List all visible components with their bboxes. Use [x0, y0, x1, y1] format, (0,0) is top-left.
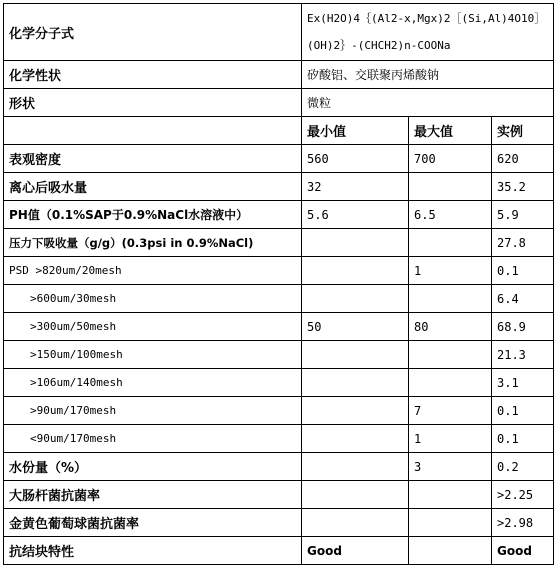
table-row	[4, 257, 554, 285]
row-max: 7	[409, 397, 492, 425]
table-row	[4, 425, 554, 453]
header-example: 实例	[492, 117, 554, 145]
row-max: 700	[409, 145, 492, 173]
table-row	[4, 145, 554, 173]
row-max: 6.5	[409, 201, 492, 229]
row-min	[302, 369, 409, 397]
row-min: 32	[302, 173, 409, 201]
row-min	[302, 397, 409, 425]
row-label: >300um/50mesh	[4, 313, 302, 341]
formula-label: 化学分子式	[4, 4, 302, 61]
row-example: Good	[492, 537, 554, 565]
row-max: 80	[409, 313, 492, 341]
row-max	[409, 509, 492, 537]
row-example: 21.3	[492, 341, 554, 369]
row-max: 3	[409, 453, 492, 481]
row-min: Good	[302, 537, 409, 565]
row-label: PSD >820um/20mesh	[4, 257, 302, 285]
row-example: 68.9	[492, 313, 554, 341]
table-row	[4, 341, 554, 369]
table-row	[4, 453, 554, 481]
row-example: >2.98	[492, 509, 554, 537]
row-example: 620	[492, 145, 554, 173]
row-example: 6.4	[492, 285, 554, 313]
chem-property-label: 化学性状	[4, 61, 302, 89]
row-example: 5.9	[492, 201, 554, 229]
row-example: 0.1	[492, 397, 554, 425]
row-label: >150um/100mesh	[4, 341, 302, 369]
row-label: 抗结块特性	[4, 537, 302, 565]
row-max	[409, 369, 492, 397]
row-label: >106um/140mesh	[4, 369, 302, 397]
row-example: 0.1	[492, 425, 554, 453]
row-example: 0.1	[492, 257, 554, 285]
row-example: 3.1	[492, 369, 554, 397]
row-min: 50	[302, 313, 409, 341]
row-example: >2.25	[492, 481, 554, 509]
row-max	[409, 537, 492, 565]
row-label: 大肠杆菌抗菌率	[4, 481, 302, 509]
table-row	[4, 537, 554, 565]
row-label: 金黄色葡萄球菌抗菌率	[4, 509, 302, 537]
row-label: 压力下吸收量（g/g）(0.3psi in 0.9%NaCl)	[4, 229, 302, 257]
formula-line-1: Ex(H2O)4｛(Al2-x,Mgx)2［(Si,Al)4O10］	[307, 12, 546, 25]
row-min: 560	[302, 145, 409, 173]
row-min	[302, 341, 409, 369]
row-example: 27.8	[492, 229, 554, 257]
table-row	[4, 229, 554, 257]
header-max: 最大值	[409, 117, 492, 145]
row-max	[409, 229, 492, 257]
row-example: 0.2	[492, 453, 554, 481]
table-row	[4, 285, 554, 313]
row-min	[302, 425, 409, 453]
table-row	[4, 397, 554, 425]
row-min	[302, 257, 409, 285]
row-max: 1	[409, 425, 492, 453]
shape-row	[4, 89, 554, 117]
table-row	[4, 173, 554, 201]
row-min	[302, 509, 409, 537]
table-row	[4, 481, 554, 509]
row-label: 水份量（%）	[4, 453, 302, 481]
row-label: 离心后吸水量	[4, 173, 302, 201]
header-blank	[4, 117, 302, 145]
formula-line-2: (OH)2｝-(CHCH2)n-COONa	[307, 39, 451, 52]
shape-label: 形状	[4, 89, 302, 117]
chem-property-row	[4, 61, 554, 89]
table-row	[4, 369, 554, 397]
table-row	[4, 201, 554, 229]
row-label: 表观密度	[4, 145, 302, 173]
row-min: 5.6	[302, 201, 409, 229]
row-label: PH值（0.1%SAP于0.9%NaCl水溶液中）	[4, 201, 302, 229]
row-min	[302, 229, 409, 257]
table-row	[4, 313, 554, 341]
row-min	[302, 453, 409, 481]
chem-property-value: 矽酸铝、交联聚丙烯酸钠	[302, 61, 554, 89]
row-min	[302, 285, 409, 313]
header-row	[4, 117, 554, 145]
formula-row	[4, 4, 554, 61]
row-max	[409, 285, 492, 313]
table-row	[4, 509, 554, 537]
shape-value: 微粒	[302, 89, 554, 117]
row-max	[409, 481, 492, 509]
row-example: 35.2	[492, 173, 554, 201]
row-label: >600um/30mesh	[4, 285, 302, 313]
header-min: 最小值	[302, 117, 409, 145]
row-label: <90um/170mesh	[4, 425, 302, 453]
row-max	[409, 173, 492, 201]
row-max	[409, 341, 492, 369]
row-label: >90um/170mesh	[4, 397, 302, 425]
row-min	[302, 481, 409, 509]
formula-value	[302, 4, 554, 61]
spec-table	[3, 3, 554, 565]
row-max: 1	[409, 257, 492, 285]
